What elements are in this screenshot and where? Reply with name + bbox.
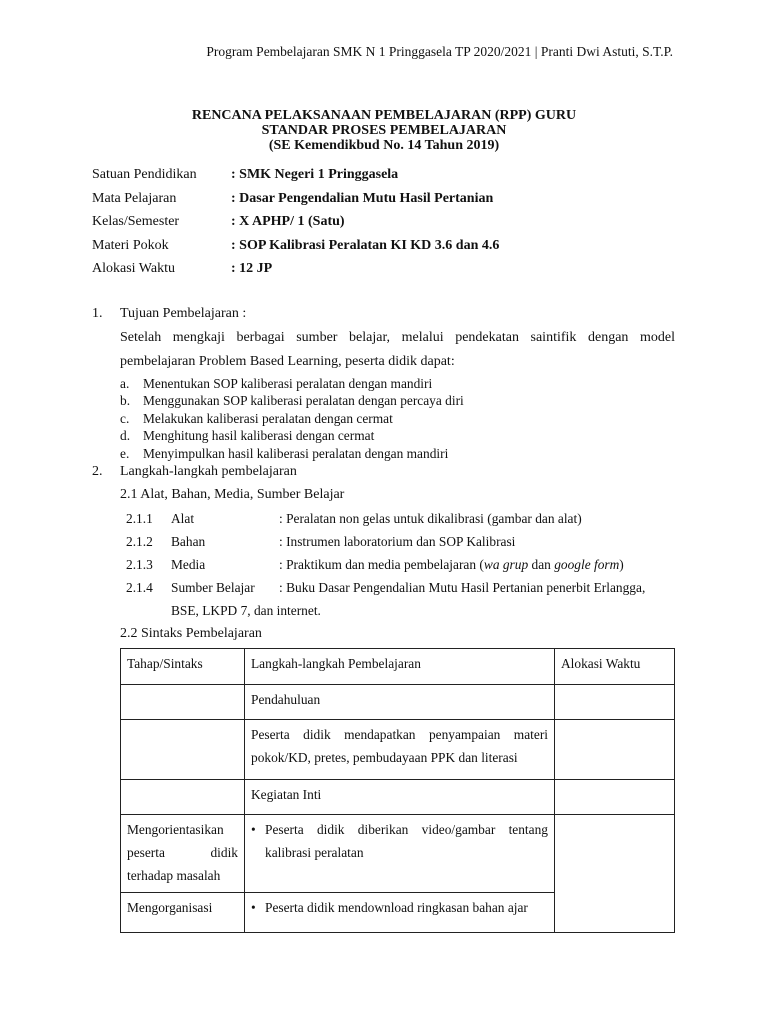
objective-letter-d: d. [120, 428, 131, 443]
cell-stage-organisasi: Mengorganisasi [121, 893, 245, 933]
cell-pendahuluan: Pendahuluan [245, 685, 555, 720]
resource-name-sumber: Sumber Belajar [171, 580, 255, 595]
resource-name-alat: Alat [171, 511, 195, 526]
objective-text-e: Menyimpulkan hasil kaliberasi peralatan dengan mandiri [143, 446, 449, 461]
cell-stage-orientasi: Mengorientasikan peserta didik terhadap masalah [121, 815, 245, 893]
bullet-icon: • [251, 900, 256, 915]
identity-label-materi: Materi Pokok [92, 238, 169, 253]
resource-desc-alat: : Peralatan non gelas untuk dikalibrasi (gambar dan alat) [279, 511, 582, 526]
table-row [121, 780, 675, 815]
table-row [121, 685, 675, 720]
document-title-line3: (SE Kemendikbud No. 14 Tahun 2019) [268, 138, 500, 153]
identity-value-kelas: : X APHP/ 1 (Satu) [231, 214, 345, 229]
objective-letter-c: c. [120, 411, 130, 426]
resource-num-media: 2.1.3 [126, 557, 153, 572]
resource-media-italic-google: google form [554, 557, 620, 572]
page-header: Program Pembelajaran SMK N 1 Pringgasela TP 2020/2021 | Pranti Dwi Astuti, S.T.P. [206, 44, 673, 59]
resource-desc-sumber-cont: BSE, LKPD 7, dan internet. [171, 603, 321, 618]
resource-name-media: Media [171, 557, 206, 572]
objective-letter-e: e. [120, 446, 130, 461]
objective-letter-a: a. [120, 376, 130, 391]
sintaks-table [120, 648, 675, 933]
identity-value-satuan: : SMK Negeri 1 Pringgasela [231, 167, 399, 182]
section2-number: 2. [92, 464, 103, 479]
table-row [121, 720, 675, 780]
identity-value-alokasi: : 12 JP [231, 261, 273, 276]
identity-label-kelas: Kelas/Semester [92, 214, 180, 229]
resource-num-alat: 2.1.1 [126, 511, 153, 526]
table-header-row [121, 649, 675, 685]
resource-desc-bahan: : Instrumen laboratorium dan SOP Kalibrasi [279, 534, 516, 549]
section1-number: 1. [92, 306, 103, 321]
cell-step-organisasi: Peserta didik mendownload ringkasan bahan ajar [265, 900, 528, 915]
identity-label-mapel: Mata Pelajaran [92, 191, 177, 206]
objective-text-a: Menentukan SOP kaliberasi peralatan dengan mandiri [143, 376, 433, 391]
objective-text-b: Menggunakan SOP kaliberasi peralatan dengan percaya diri [143, 393, 464, 408]
identity-label-satuan: Satuan Pendidikan [92, 167, 197, 182]
objective-letter-b: b. [120, 393, 131, 408]
resource-num-bahan: 2.1.2 [126, 534, 153, 549]
section2-2-heading: 2.2 Sintaks Pembelajaran [120, 626, 262, 641]
identity-label-alokasi: Alokasi Waktu [92, 261, 175, 276]
table-header-langkah: Langkah-langkah Pembelajaran [245, 649, 555, 685]
resource-media-italic-wa: wa grup [483, 557, 529, 572]
document-title-line1: RENCANA PELAKSANAAN PEMBELAJARAN (RPP) GURU [191, 108, 577, 123]
bullet-icon: • [251, 822, 256, 837]
section1-heading: Tujuan Pembelajaran : [120, 306, 247, 321]
list-item [251, 818, 548, 864]
cell-kegiatan-inti: Kegiatan Inti [245, 780, 555, 815]
cell-pendahuluan-desc: Peserta didik mendapatkan penyampaian materi pokok/KD, pretes, pembudayaan PPK dan literasi [245, 720, 555, 780]
resource-desc-media: : Praktikum dan media pembelajaran (wa grup dan google form) [279, 557, 624, 572]
section1-intro-line1: Setelah mengkaji berbagai sumber belajar, melalui pendekatan saintifik dengan model [120, 330, 675, 345]
section1-intro-line2: pembelajaran Problem Based Learning, peserta didik dapat: [120, 354, 455, 369]
table-header-alokasi: Alokasi Waktu [555, 649, 675, 685]
section2-heading: Langkah-langkah pembelajaran [120, 464, 297, 479]
list-item [251, 896, 548, 919]
objective-text-c: Melakukan kaliberasi peralatan dengan cermat [143, 411, 393, 426]
resource-desc-sumber: : Buku Dasar Pengendalian Mutu Hasil Pertanian penerbit Erlangga, [279, 580, 646, 595]
section2-1-heading: 2.1 Alat, Bahan, Media, Sumber Belajar [120, 487, 345, 502]
document-title-line2: STANDAR PROSES PEMBELAJARAN [261, 123, 507, 138]
resource-num-sumber: 2.1.4 [126, 580, 153, 595]
identity-value-mapel: : Dasar Pengendalian Mutu Hasil Pertanian [231, 191, 494, 206]
table-row [121, 815, 675, 893]
cell-step-orientasi: Peserta didik diberikan video/gambar tentang kalibrasi peralatan [265, 822, 548, 860]
resource-name-bahan: Bahan [171, 534, 206, 549]
identity-value-materi: : SOP Kalibrasi Peralatan KI KD 3.6 dan 4.6 [231, 238, 500, 253]
table-header-tahap: Tahap/Sintaks [121, 649, 245, 685]
objective-text-d: Menghitung hasil kaliberasi dengan cermat [143, 428, 375, 443]
